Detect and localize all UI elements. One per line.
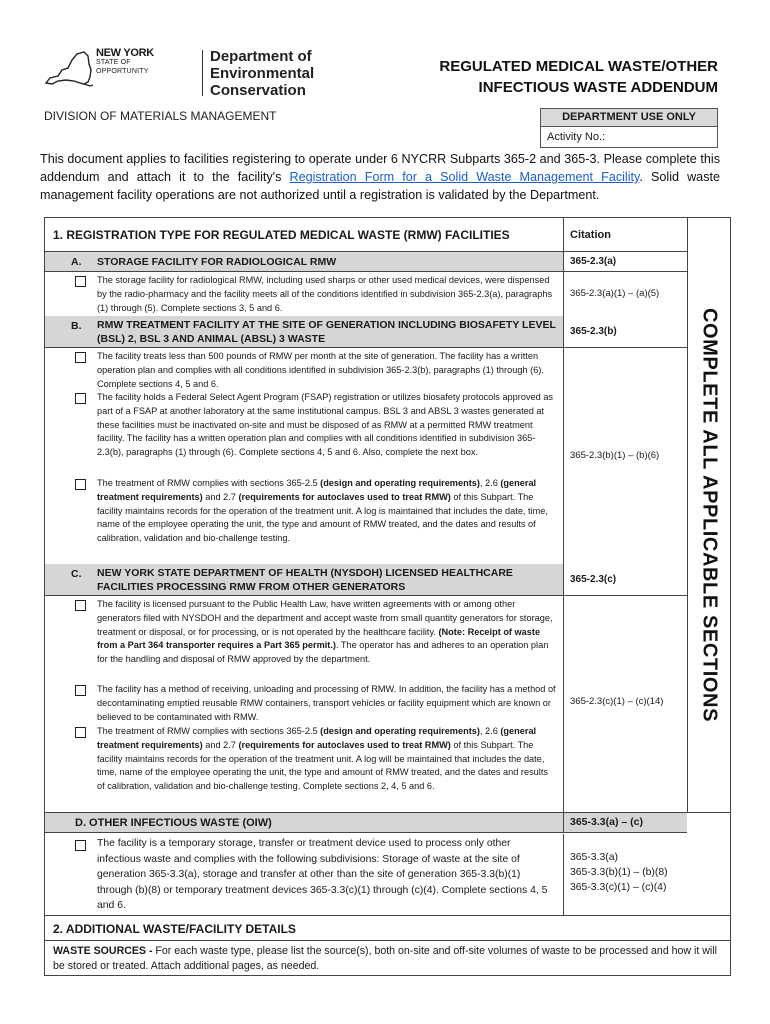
section-d-cite-2: 365-3.3(b)(1) – (b)(8) xyxy=(570,867,668,878)
section-d-title: D. OTHER INFECTIOUS WASTE (OIW) xyxy=(75,817,272,829)
nys-wordmark: NEW YORK STATE OF OPPORTUNITY xyxy=(96,47,154,75)
list-item: The facility holds a Federal Select Agent Program (FSAP) registration or utilizes biosafety protocols approved as part of a FSAP at another laboratory at the same institutional campus. BSL 3 and ABSL 3 wastes generated at these facilities must be inactivated on-site and must be disposed of as RMW at a permitted RMW treatment facility. The facility has a written operation plan and complies with all conditions identified in subdivision 365-2.3(b), paragraphs (1) through (6). Complete sections 4, 5 and 6. Also, complete the next box. xyxy=(45,391,563,475)
section-d-cite-1: 365-3.3(a) xyxy=(570,852,618,863)
section2-header xyxy=(45,915,730,941)
logo-divider xyxy=(202,50,203,96)
section-a-item-citation: 365-2.3(a)(1) – (a)(5) xyxy=(570,288,660,299)
section-d-bar xyxy=(45,813,563,833)
department-use-heading: DEPARTMENT USE ONLY xyxy=(541,109,717,127)
document-title: REGULATED MEDICAL WASTE/OTHER INFECTIOUS WASTE ADDENDUM xyxy=(439,58,718,96)
complete-all-sections-banner: COMPLETE ALL APPLICABLE SECTIONS xyxy=(687,218,730,812)
department-use-box xyxy=(540,108,718,148)
list-item: The facility has a method of receiving, unloading and processing of RMW. In addition, the facility has a method of decontaminating emptied reusable RMW containers, transport vehicles or facility equipment which are known or believed to be contaminated with RMW. xyxy=(45,683,563,725)
section-b-item-citation: 365-2.3(b)(1) – (b)(6) xyxy=(570,450,660,461)
registration-table xyxy=(44,217,731,976)
section-d-citation: 365-3.3(a) – (c) xyxy=(570,816,643,828)
activity-number-field[interactable]: Activity No.: xyxy=(547,131,606,143)
section1-header xyxy=(45,218,687,252)
section-c-item-citation: 365-2.3(c)(1) – (c)(14) xyxy=(570,696,664,707)
list-item: The storage facility for radiological RMW, including used sharps or other used medical devices, were dispensed by the radio-pharmacy and the facility meets all of the conditions identified in subdivision 365-2.3(a), paragraphs (1) through (5). Complete sections 3, 5 and 6. xyxy=(45,274,563,316)
department-name: Department of Environmental Conservation xyxy=(210,48,315,99)
checkbox-b2[interactable] xyxy=(75,393,86,404)
checkbox-c3[interactable] xyxy=(75,727,86,738)
registration-form-link[interactable]: Registration Form for a Solid Waste Management Facility xyxy=(289,170,640,184)
new-york-state-outline-icon xyxy=(44,50,94,88)
section-c-citation: 365-2.3(c) xyxy=(563,564,687,595)
checkbox-a1[interactable] xyxy=(75,276,86,287)
list-item: The facility is licensed pursuant to the Public Health Law, have written agreements with or among other generators filed with NYSDOH and the department and accept waste from small quantity generators for storage, treatment or disposal, or for processing, or is not operated by the healthcare facility. (Note: Receipt of waste from a Part 364 transporter requires a Part 365 permit.). The operator has and adheres to an operation plan for the handling and disposal of RMW approved by the department. xyxy=(45,598,563,682)
section-d-cite-3: 365-3.3(c)(1) – (c)(4) xyxy=(570,882,667,893)
checkbox-d1[interactable] xyxy=(75,840,86,851)
list-item: The facility treats less than 500 pounds of RMW per month at the site of generation. The facility has a written operation plan and complies with all conditions identified in subdivision 365-2.3(b), paragraphs (1) through (6). Complete sections 4, 5 and 6. xyxy=(45,350,563,390)
checkbox-c2[interactable] xyxy=(75,685,86,696)
section-b-title: RMW TREATMENT FACILITY AT THE SITE OF GENERATION INCLUDING BIOSAFETY LEVEL (BSL) 2, BSL 3 AND ANIMAL (ABSL) 3 WASTE xyxy=(97,319,556,345)
intro-paragraph: This document applies to facilities registering to operate under 6 NYCRR Subparts 365-2 and 365-3. Please complete this addendum and attach it to the facility's Registration Form for a Solid Waste Management Facility. Solid waste management facility operations are not authorized until a registration is validated by the Department. xyxy=(40,152,720,202)
list-item: The treatment of RMW complies with sections 365-2.5 (design and operating requirements), 2.6 (general treatment requirements) and 2.7 (requirements for autoclaves used to treat RMW) of this Subpart. The facility maintains records for the operation of the treatment unit. A log is maintained that includes the date, time, name of the employee operating the unit, the type and amount of RMW treated, and the dates and results of calibration, validation and bio-challenge testing. xyxy=(45,477,563,563)
checkbox-c1[interactable] xyxy=(75,600,86,611)
section-c-title: NEW YORK STATE DEPARTMENT OF HEALTH (NYSDOH) LICENSED HEALTHCARE FACILITIES PROCESSING RMW FROM OTHER GENERATORS xyxy=(97,567,513,593)
nys-dec-logo xyxy=(44,44,315,104)
division-label: DIVISION OF MATERIALS MANAGEMENT xyxy=(44,109,277,123)
checkbox-b1[interactable] xyxy=(75,352,86,363)
section-a-citation: 365-2.3(a) xyxy=(563,252,687,271)
section2-title: 2. ADDITIONAL WASTE/FACILITY DETAILS xyxy=(53,922,296,936)
section-a-title: STORAGE FACILITY FOR RADIOLOGICAL RMW xyxy=(97,256,337,268)
section1-title: 1. REGISTRATION TYPE FOR REGULATED MEDICAL WASTE (RMW) FACILITIES xyxy=(53,228,510,242)
section-c-bar: C. NEW YORK STATE DEPARTMENT OF HEALTH (NYSDOH) LICENSED HEALTHCARE FACILITIES PROCESSING RMW FROM OTHER GENERATORS 365-2.3(c) xyxy=(45,564,687,596)
waste-sources-instructions: WASTE SOURCES - For each waste type, please list the source(s), both on-site and off-site volumes of waste to be processed and how it will be stored or treated. Attach additional pages, as needed. xyxy=(53,945,717,972)
section-b-citation: 365-2.3(b) xyxy=(563,316,687,347)
list-item: The treatment of RMW complies with sections 365-2.5 (design and operating requirements), 2.6 (general treatment requirements) and 2.7 (requirements for autoclaves used to treat RMW) of this Subpart. The facility maintains records for the operation of the treatment unit. A log will be maintained that includes the date, time, name of the employee operating the unit, the type and amount of RMW treated, and the dates and results of calibration, validation and bio-challenge testing. Complete sections 2, 4, 5 and 6. xyxy=(45,725,563,811)
checkbox-b3[interactable] xyxy=(75,479,86,490)
list-item: The facility is a temporary storage, transfer or treatment device used to process only other infectious waste and complies with the following subdivisions: Storage of waste at the site of generation 365-3.3(a), storage and transfer at other than the site of generation 365-3.3(b)(1) through (b)(8) or temporary treatment devices 365-3.3(c)(1) through (c)(4). Complete sections 4, 5 and 6. xyxy=(45,836,563,914)
citation-header: Citation xyxy=(563,218,687,252)
section-b-bar: B. RMW TREATMENT FACILITY AT THE SITE OF GENERATION INCLUDING BIOSAFETY LEVEL (BSL) 2, BSL 3 AND ANIMAL (ABSL) 3 WASTE 365-2.3(b) xyxy=(45,316,687,348)
section-a-bar: A. STORAGE FACILITY FOR RADIOLOGICAL RMW 365-2.3(a) xyxy=(45,252,687,272)
